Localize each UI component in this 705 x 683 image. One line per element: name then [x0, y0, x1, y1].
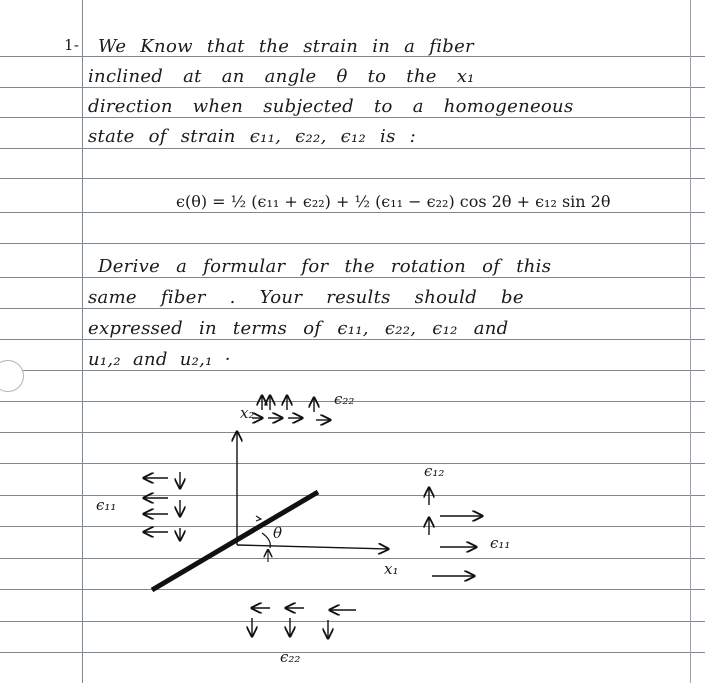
fiber-line — [152, 492, 318, 590]
e22-top-label: ϵ₂₂ — [334, 390, 355, 408]
x1-label: x₁ — [384, 560, 399, 578]
problem-line-3: direction when subjected to a homogeneous — [88, 96, 574, 117]
bottom-e22-arrows — [252, 608, 356, 638]
e12-label: ϵ₁₂ — [424, 462, 445, 480]
left-e11-arrows — [144, 472, 180, 540]
x2-label: x₂ — [240, 404, 255, 422]
problem-line-4: state of strain ϵ₁₁, ϵ₂₂, ϵ₁₂ is : — [88, 126, 417, 147]
x1-axis — [237, 545, 388, 549]
question-line-3: expressed in terms of ϵ₁₁, ϵ₂₂, ϵ₁₂ and — [88, 318, 509, 339]
question-line-4: u₁,₂ and u₂,₁ · — [88, 349, 231, 370]
e22-bottom-label: ϵ₂₂ — [280, 648, 301, 666]
problem-line-1: We Know that the strain in a fiber — [98, 36, 474, 57]
top-e22-arrows — [252, 396, 330, 420]
question-line-1: Derive a formular for the rotation of this — [98, 256, 552, 277]
problem-line-2: inclined at an angle θ to the x₁ — [88, 66, 475, 87]
right-e11-e12-arrows — [429, 488, 482, 576]
theta-label: θ — [273, 524, 283, 542]
question-line-2: same fiber . Your results should be — [88, 287, 524, 308]
strain-equation: ϵ(θ) = ½ (ϵ₁₁ + ϵ₂₂) + ½ (ϵ₁₁ − ϵ₂₂) cos 2θ + ϵ₁₂ sin 2θ — [176, 192, 611, 211]
e11-left-label: ϵ₁₁ — [96, 496, 117, 514]
e11-right-label: ϵ₁₁ — [490, 534, 511, 552]
problem-number: 1- — [64, 36, 80, 54]
